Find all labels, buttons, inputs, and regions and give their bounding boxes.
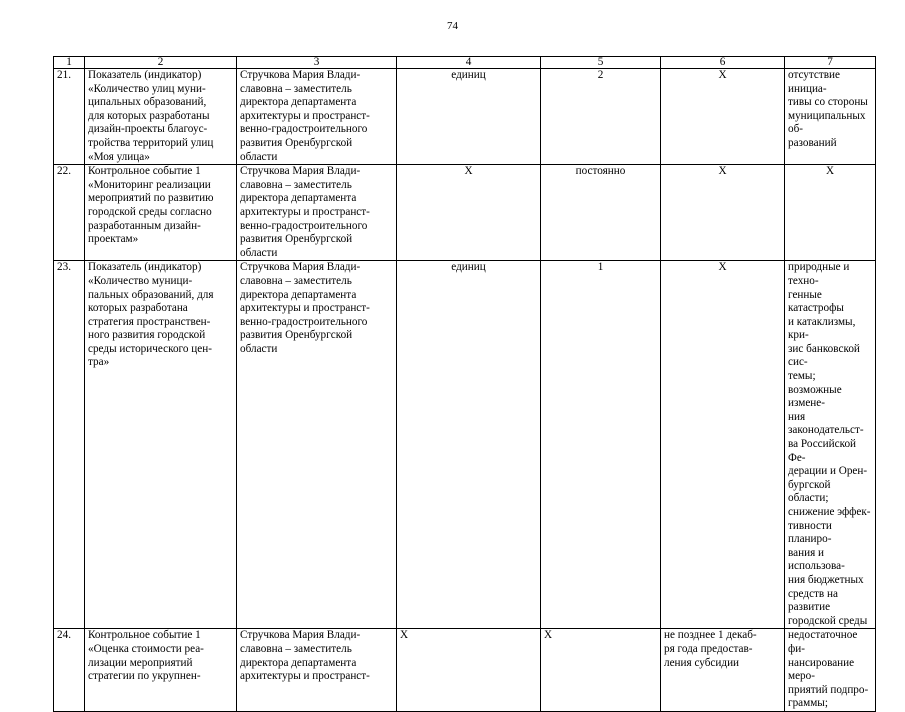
- row-name: Показатель (индикатор) «Количество улиц муни- ципальных образований, для которых разработаны дизайн-проекты благоус- тройства территорий улиц «Моя улица»: [85, 69, 237, 165]
- header-cell: 5: [541, 57, 661, 69]
- table-row: [54, 69, 876, 165]
- row-deadline: X: [661, 69, 785, 165]
- page-number: 74: [447, 20, 458, 32]
- table-row: [54, 165, 876, 261]
- header-cell: 1: [54, 57, 85, 69]
- row-responsible: Стручкова Мария Влади- славовна – заместитель директора департамента архитектуры и пространст- венно-градостроительного развития Оренбургской области: [237, 69, 397, 165]
- row-value: постоянно: [541, 165, 661, 261]
- header-cell: 7: [785, 57, 876, 69]
- row-risks: отсутствие инициа- тивы со стороны муниципальных об- разований: [785, 69, 876, 165]
- row-value: 1: [541, 261, 661, 629]
- row-number: 21.: [54, 69, 85, 165]
- row-deadline: не позднее 1 декаб- ря года предостав- ления субсидии: [661, 629, 785, 712]
- table-row: [54, 261, 876, 629]
- row-unit: единиц: [397, 261, 541, 629]
- document-table: [53, 56, 876, 712]
- row-unit: X: [397, 629, 541, 712]
- table-row: [54, 629, 876, 712]
- row-value: X: [541, 629, 661, 712]
- row-risks: недостаточное фи- нансирование меро- приятий подпро- граммы;: [785, 629, 876, 712]
- row-unit: X: [397, 165, 541, 261]
- row-name: Контрольное событие 1 «Мониторинг реализации мероприятий по развитию городской среды согласно разработанным дизайн- проектам»: [85, 165, 237, 261]
- header-cell: 3: [237, 57, 397, 69]
- row-responsible: Стручкова Мария Влади- славовна – заместитель директора департамента архитектуры и пространст- венно-градостроительного развития Оренбургской области: [237, 261, 397, 629]
- row-number: 23.: [54, 261, 85, 629]
- header-cell: 6: [661, 57, 785, 69]
- row-unit: единиц: [397, 69, 541, 165]
- row-responsible: Стручкова Мария Влади- славовна – заместитель директора департамента архитектуры и пространст-: [237, 629, 397, 712]
- row-risks: X: [785, 165, 876, 261]
- row-number: 24.: [54, 629, 85, 712]
- row-deadline: X: [661, 165, 785, 261]
- header-cell: 4: [397, 57, 541, 69]
- header-cell: 2: [85, 57, 237, 69]
- row-risks: природные и техно- генные катастрофы и катаклизмы, кри- зис банковской сис- темы; возможные измене- ния законодательст- ва Российской Фе- дерации и Орен- бургской области; снижение эффек- тивности планиро- вания и использова- ния бюджетных средств на развитие городской среды: [785, 261, 876, 629]
- table-header-row: [54, 57, 876, 69]
- row-value: 2: [541, 69, 661, 165]
- row-responsible: Стручкова Мария Влади- славовна – заместитель директора департамента архитектуры и пространст- венно-градостроительного развития Оренбургской области: [237, 165, 397, 261]
- row-name: Показатель (индикатор) «Количество муници- пальных образований, для которых разработана стратегия пространствен- ного развития городской среды исторического цен- тра»: [85, 261, 237, 629]
- row-name: Контрольное событие 1 «Оценка стоимости реа- лизации мероприятий стратегии по укрупнен-: [85, 629, 237, 712]
- row-number: 22.: [54, 165, 85, 261]
- row-deadline: X: [661, 261, 785, 629]
